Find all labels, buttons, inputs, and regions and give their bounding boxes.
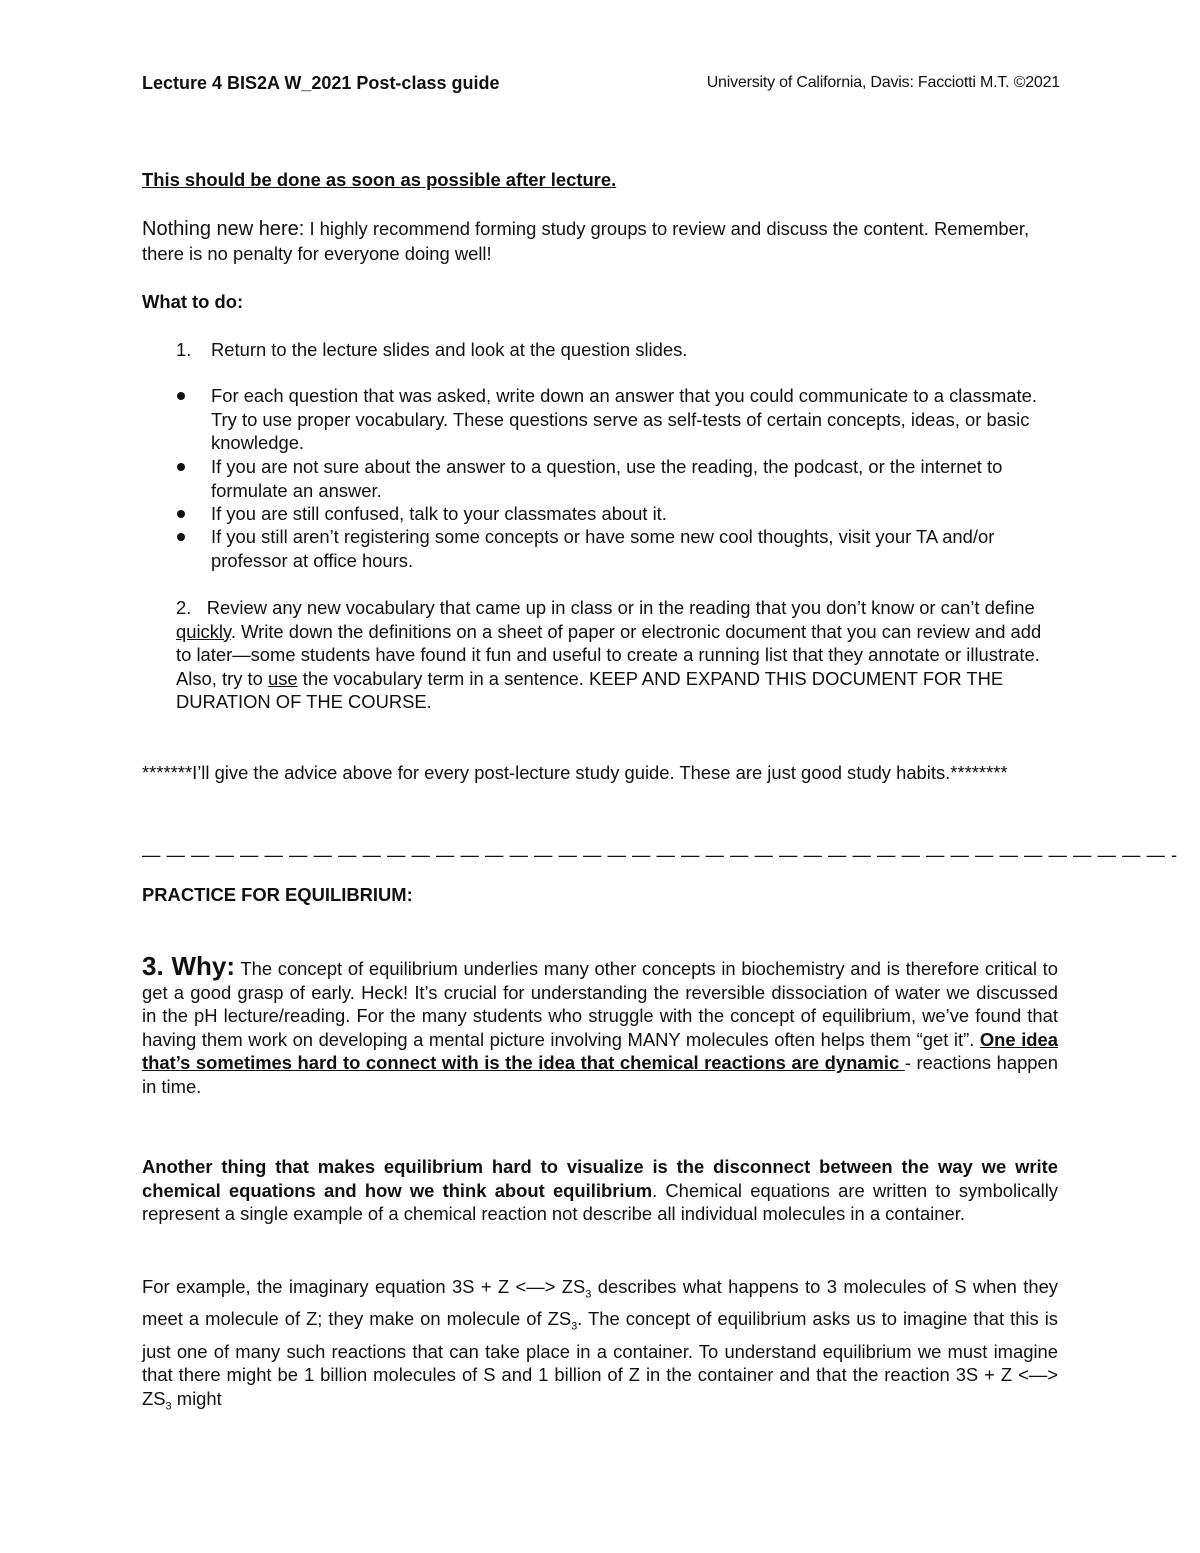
- header-affiliation: University of California, Davis: Facciotti M.T. ©2021: [706, 74, 1060, 91]
- why-paragraph: [142, 951, 1058, 1099]
- why-label: 3. Why:: [142, 951, 236, 981]
- practice-heading: PRACTICE FOR EQUILIBRIUM:: [142, 884, 413, 905]
- bullet-icon: [177, 510, 185, 518]
- example-text-4: might: [171, 1387, 222, 1409]
- step-2-text-a: Review any new vocabulary that came up in class or in the reading that you don’t know or can’t define: [206, 597, 1035, 618]
- bullet-item-1: For each question that was asked, write down an answer that you could communicate to a classmate. Try to use proper vocabulary. These questions serve as self-tests of certain concepts, ideas, or basic knowledge.: [211, 385, 1037, 454]
- step-2-text-c: the vocabulary term in a sentence. KEEP AND EXPAND THIS DOCUMENT FOR THE DURATION OF THE COURSE.: [176, 667, 1004, 713]
- step-2-quickly: quickly: [176, 620, 231, 642]
- bullet-item-4: If you still aren’t registering some concepts or have some new cool thoughts, visit your TA and/or professor at office hours.: [211, 526, 995, 571]
- example-text-3: . The concept of equilibrium asks us to imagine that this is just one of many such reactions that can take place in a container. To understand equilibrium we must imagine that there might be 1 billion molecules of S and 1 billion of Z in the container and that the reaction 3S + Z <—> ZS: [142, 1308, 1058, 1409]
- bullet-icon: [177, 392, 185, 400]
- why-tail: - reactions happen in time.: [142, 1052, 1058, 1097]
- bullet-icon: [177, 533, 185, 541]
- intro-lead: Nothing new here:: [142, 218, 305, 240]
- example-paragraph: [142, 1275, 1058, 1419]
- bullet-item-2: If you are not sure about the answer to a question, use the reading, the podcast, or the internet to formulate an answer.: [211, 456, 1003, 501]
- intro-text: I highly recommend forming study groups to review and discuss the content. Remember, there is no penalty for everyone doing well!: [142, 218, 1030, 264]
- example-text-1: For example, the imaginary equation 3S + Z <—> ZS: [142, 1276, 586, 1297]
- subscript-3: 3: [585, 1288, 592, 1301]
- subscript-3: 3: [165, 1400, 172, 1413]
- advice-note: *******I’ll give the advice above for every post-lecture study guide. These are just good study habits.********: [142, 762, 1008, 783]
- subscript-3: 3: [571, 1320, 578, 1333]
- another-text: . Chemical equations are written to symbolically represent a single example of a chemical reaction not describe all individual molecules in a container.: [142, 1179, 1058, 1225]
- why-text: The concept of equilibrium underlies many other concepts in biochemistry and is therefore critical to get a good grasp of early. Heck! It’s crucial for understanding the reversible dissociation of water we discussed in the pH lecture/reading. For the many students who struggle with the concept of equilibrium, we’ve found that having them work on developing a mental picture involving MANY molecules often helps them “get it”.: [142, 958, 1058, 1050]
- step-2-number: 2.: [176, 597, 192, 618]
- step-1-text: Return to the lecture slides and look at the question slides.: [211, 339, 688, 360]
- step-2-paragraph: [176, 596, 1060, 714]
- step-1-number: 1.: [176, 339, 192, 360]
- intro-paragraph: [142, 217, 1058, 265]
- another-paragraph: [142, 1155, 1058, 1226]
- section-divider: — — — — — — — — — — — — — — — — — — — — — — — — — — — — — — — — — — — — — — — — — — -: [142, 844, 1178, 865]
- step-2-use: use: [267, 667, 298, 689]
- another-emphasis: Another thing that makes equilibrium hard to visualize is the disconnect between the way we write chemical equations and how we think about equilibrium: [142, 1156, 1058, 1201]
- bullet-icon: [177, 463, 185, 471]
- bullet-item-3: If you are still confused, talk to your classmates about it.: [211, 503, 667, 524]
- example-text-2: describes what happens to 3 molecules of S when they meet a molecule of Z; they make on molecule of ZS: [142, 1276, 1058, 1330]
- todo-heading: What to do:: [142, 291, 244, 312]
- why-emphasis: One idea that’s sometimes hard to connect with is the idea that chemical reactions are dynamic: [142, 1028, 1058, 1074]
- intro-heading: This should be done as soon as possible after lecture.: [142, 169, 617, 190]
- step-2-text-b: . Write down the definitions on a sheet of paper or electronic document that you can review and add to later—some students have found it fun and useful to create a running list that they annotate or illustrate. Also, try to: [176, 620, 1042, 689]
- header-title: Lecture 4 BIS2A W_2021 Post-class guide: [142, 73, 500, 93]
